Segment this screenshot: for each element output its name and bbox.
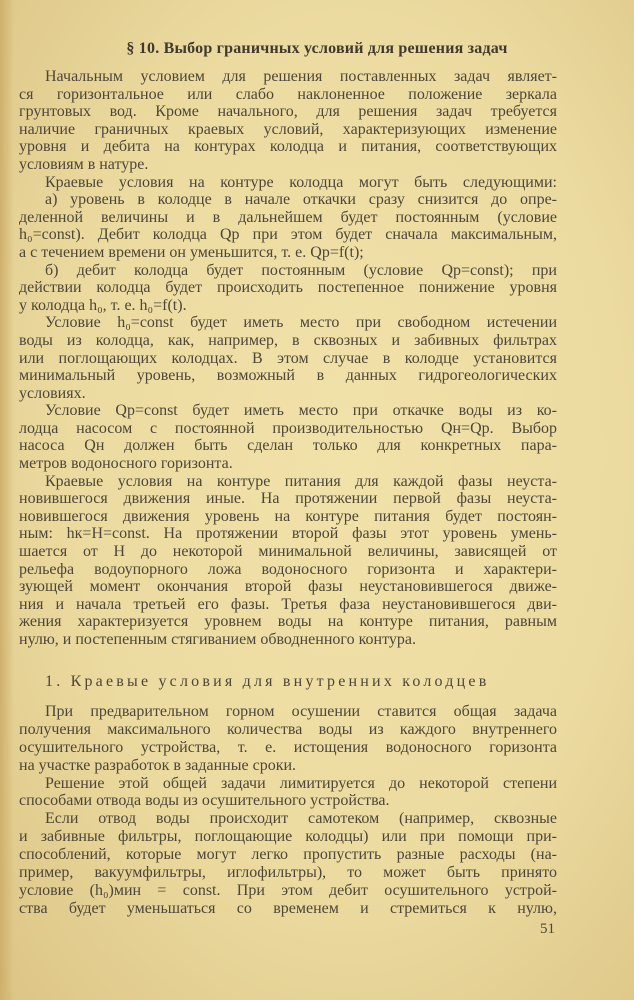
text-line: наличие граничных краевых условий, характеризующих изменение bbox=[19, 120, 557, 138]
text-line: получения максимального количества воды из каждого внутреннего bbox=[19, 720, 557, 738]
text-line: Решение этой общей задачи лимитируется до некоторой степени bbox=[45, 774, 557, 792]
text-line: а с течением времени он уменьшится, т. е. Qр=f(t); bbox=[19, 243, 364, 261]
text-line: а) уровень в колодце в начале откачки сразу снизится до опре- bbox=[45, 191, 557, 209]
text-line: условие (h₀)мин = const. При этом дебит осушительного устрой- bbox=[19, 881, 557, 899]
section-title: § 10. Выбор граничных условий для решения задач bbox=[126, 40, 508, 57]
text-line: ся горизонтальное или слабо наклоненное положение зеркала bbox=[19, 85, 557, 103]
paragraph bbox=[19, 703, 557, 775]
text-line: способами отвода воды из осушительного устройства. bbox=[19, 792, 390, 810]
text-line: новившегося движения уровень на контуре питания будет постоян- bbox=[19, 507, 557, 525]
text-line: условиях. bbox=[19, 384, 86, 402]
paragraph bbox=[19, 191, 557, 261]
text-line: воды из колодца, как, например, в сквозных и забивных фильтрах bbox=[19, 331, 557, 349]
text-line: и забивные фильтры, поглощающие колодцы) или при помощи при- bbox=[19, 828, 557, 846]
text-line: шается от H до некоторой минимальной величины, зависящей от bbox=[19, 543, 557, 561]
text-line: б) дебит колодца будет постоянным (условие Qр=const); при bbox=[45, 261, 557, 279]
body-text-subsection-1 bbox=[19, 703, 557, 918]
text-line: метров водоносного горизонта. bbox=[19, 455, 233, 473]
text-line: рельефа водоупорного ложа водоносного горизонта и характери- bbox=[19, 560, 557, 578]
paragraph bbox=[19, 473, 557, 649]
page-number: 51 bbox=[540, 921, 555, 937]
text-line: осушительного устройства, т. е. истощения водоносного горизонта bbox=[19, 738, 557, 756]
text-line: При предварительном горном осушении ставится общая задача bbox=[45, 703, 557, 720]
text-line: лодца насосом с постоянной производительностью Qн=Qр. Выбор bbox=[19, 419, 557, 437]
text-line: действии колодца будет происходить постепенное понижение уровня bbox=[19, 279, 557, 297]
text-line: грунтовых вод. Кроме начального, для решения задач требуется bbox=[19, 103, 557, 121]
paragraph bbox=[19, 262, 557, 315]
text-line: Начальным условием для решения поставленных задач являет- bbox=[45, 68, 557, 85]
text-line: деленной величины и в дальнейшем будет постоянным (условие bbox=[19, 208, 557, 226]
text-line: Краевые условия на контуре питания для каждой фазы неуста- bbox=[45, 472, 557, 490]
text-line: Если отвод воды происходит самотеком (например, сквозные bbox=[45, 810, 557, 828]
paragraph bbox=[19, 68, 557, 174]
text-line: минимальный уровень, возможный в данных гидрогеологических bbox=[19, 367, 557, 385]
text-line: нулю, и постепенным стягиванием обводненного контура. bbox=[19, 631, 416, 648]
text-line: Условие h₀=const будет иметь место при свободном истечении bbox=[45, 314, 557, 332]
text-line: ния и начала третьей его фазы. Третья фаза неустановившегося дви- bbox=[19, 595, 557, 613]
text-line: условиям в натуре. bbox=[19, 155, 149, 173]
text-line: у колодца h₀, т. е. h₀=f(t). bbox=[19, 296, 187, 314]
text-line: или поглощающих колодцах. В этом случае в колодце установится bbox=[19, 349, 557, 367]
text-line: жения характеризуется уровнем воды на контуре питания, равным bbox=[19, 613, 557, 631]
text-line: ства будет уменьшаться со временем и стремиться к нулю, bbox=[19, 899, 557, 917]
text-line: зующей момент окончания второй фазы неустановившегося движе- bbox=[19, 578, 557, 596]
text-line: Краевые условия на контуре колодца могут быть следующими: bbox=[45, 173, 557, 191]
text-line: Условие Qр=const будет иметь место при откачке воды из ко- bbox=[45, 402, 557, 420]
text-line: новившегося движения иные. На протяжении первой фазы неуста- bbox=[19, 490, 557, 508]
paragraph bbox=[19, 775, 557, 811]
text-line: уровня и дебита на контурах колодца и питания, соответствующих bbox=[19, 138, 557, 156]
subsection-heading: 1. Краевые условия для внутренних колодцев bbox=[45, 673, 490, 690]
paragraph bbox=[19, 402, 557, 472]
paragraph bbox=[19, 174, 557, 192]
paragraph bbox=[19, 810, 557, 917]
page-gutter-shadow bbox=[0, 0, 14, 1000]
text-line: ным: hк=H=const. На протяжении второй фазы этот уровень умень- bbox=[19, 525, 557, 543]
text-line: на участке разработок в заданные сроки. bbox=[19, 756, 297, 774]
text-line: способлений, которые могут легко пропустить разные расходы (на- bbox=[19, 846, 557, 864]
paragraph bbox=[19, 314, 557, 402]
text-line: пример, вакуумфильтры, иглофильтры), то может быть принято bbox=[19, 864, 557, 882]
text-line: насоса Qн должен быть сделан только для конкретных пара- bbox=[19, 437, 557, 455]
text-line: h₀=const). Дебит колодца Qр при этом будет сначала максимальным, bbox=[19, 226, 557, 244]
body-text-section-10 bbox=[19, 68, 557, 649]
